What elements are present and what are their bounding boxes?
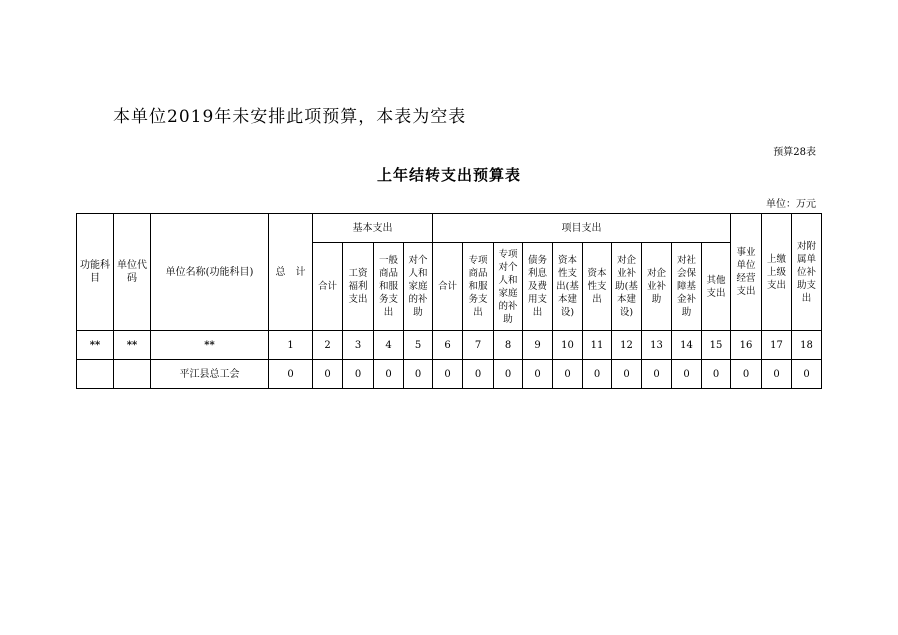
index-cell: 10 <box>553 331 583 360</box>
cell-total: 0 <box>269 360 313 389</box>
header-project-capital-construction: 资本性支出(基本建设) <box>553 243 583 331</box>
index-cell: 8 <box>494 331 523 360</box>
header-row-groups <box>77 214 822 243</box>
index-row <box>77 331 822 360</box>
index-cell: 13 <box>642 331 672 360</box>
cell-value: 0 <box>374 360 404 389</box>
cell-value: 0 <box>404 360 433 389</box>
header-unit-code: 单位代码 <box>114 214 151 331</box>
header-basic-wages: 工资福利支出 <box>343 243 374 331</box>
empty-table-notice: 本单位2019年未安排此项预算，本表为空表 <box>113 107 467 127</box>
index-cell: 18 <box>792 331 822 360</box>
header-basic-total: 合计 <box>313 243 343 331</box>
index-cell: 11 <box>583 331 612 360</box>
cell-value: 0 <box>583 360 612 389</box>
cell-value: 0 <box>702 360 731 389</box>
cell-value: 0 <box>731 360 762 389</box>
budget-table <box>76 213 822 389</box>
cell-value: 0 <box>433 360 463 389</box>
unit-label: 单位：万元 <box>766 199 816 210</box>
page-title: 上年结转支出预算表 <box>376 166 521 184</box>
header-group-project: 项目支出 <box>433 214 731 243</box>
header-project-goods-services: 专项商品和服务支出 <box>463 243 494 331</box>
header-business-ops: 事业单位经营支出 <box>731 214 762 331</box>
index-cell: 3 <box>343 331 374 360</box>
header-remit-upper: 上缴上级支出 <box>762 214 792 331</box>
table-row <box>77 360 822 389</box>
index-cell: 1 <box>269 331 313 360</box>
index-cell: 15 <box>702 331 731 360</box>
header-project-total: 合计 <box>433 243 463 331</box>
cell-value: 0 <box>612 360 642 389</box>
index-cell: ** <box>77 331 114 360</box>
cell-value: 0 <box>762 360 792 389</box>
header-unit-name: 单位名称(功能科目) <box>151 214 269 331</box>
form-number: 预算28表 <box>773 147 816 158</box>
cell-value: 0 <box>642 360 672 389</box>
header-project-capital: 资本性支出 <box>583 243 612 331</box>
index-cell: ** <box>151 331 269 360</box>
cell-value: 0 <box>553 360 583 389</box>
cell-value: 0 <box>523 360 553 389</box>
header-project-household-subsidy: 专项对个人和家庭的补助 <box>494 243 523 331</box>
header-group-basic: 基本支出 <box>313 214 433 243</box>
index-cell: 5 <box>404 331 433 360</box>
header-project-enterprise-subsidy: 对企业补助 <box>642 243 672 331</box>
index-cell: ** <box>114 331 151 360</box>
cell-unit-name: 平江县总工会 <box>151 360 269 389</box>
header-project-enterprise-construction: 对企业补助(基本建设) <box>612 243 642 331</box>
cell-value: 0 <box>792 360 822 389</box>
cell-unit-code <box>114 360 151 389</box>
index-cell: 4 <box>374 331 404 360</box>
header-project-other: 其他支出 <box>702 243 731 331</box>
header-subsidy-affiliated: 对附属单位补助支出 <box>792 214 822 331</box>
cell-value: 0 <box>343 360 374 389</box>
cell-func-subject <box>77 360 114 389</box>
cell-value: 0 <box>494 360 523 389</box>
header-project-debt-interest: 债务利息及费用支出 <box>523 243 553 331</box>
header-func-subject: 功能科目 <box>77 214 114 331</box>
index-cell: 9 <box>523 331 553 360</box>
index-cell: 12 <box>612 331 642 360</box>
index-cell: 2 <box>313 331 343 360</box>
cell-value: 0 <box>313 360 343 389</box>
cell-value: 0 <box>672 360 702 389</box>
index-cell: 14 <box>672 331 702 360</box>
index-cell: 17 <box>762 331 792 360</box>
cell-value: 0 <box>463 360 494 389</box>
index-cell: 6 <box>433 331 463 360</box>
header-project-social-security: 对社会保障基金补助 <box>672 243 702 331</box>
header-total: 总 计 <box>269 214 313 331</box>
header-basic-goods-services: 一般商品和服务支出 <box>374 243 404 331</box>
index-cell: 16 <box>731 331 762 360</box>
header-basic-household-subsidy: 对个人和家庭的补助 <box>404 243 433 331</box>
index-cell: 7 <box>463 331 494 360</box>
